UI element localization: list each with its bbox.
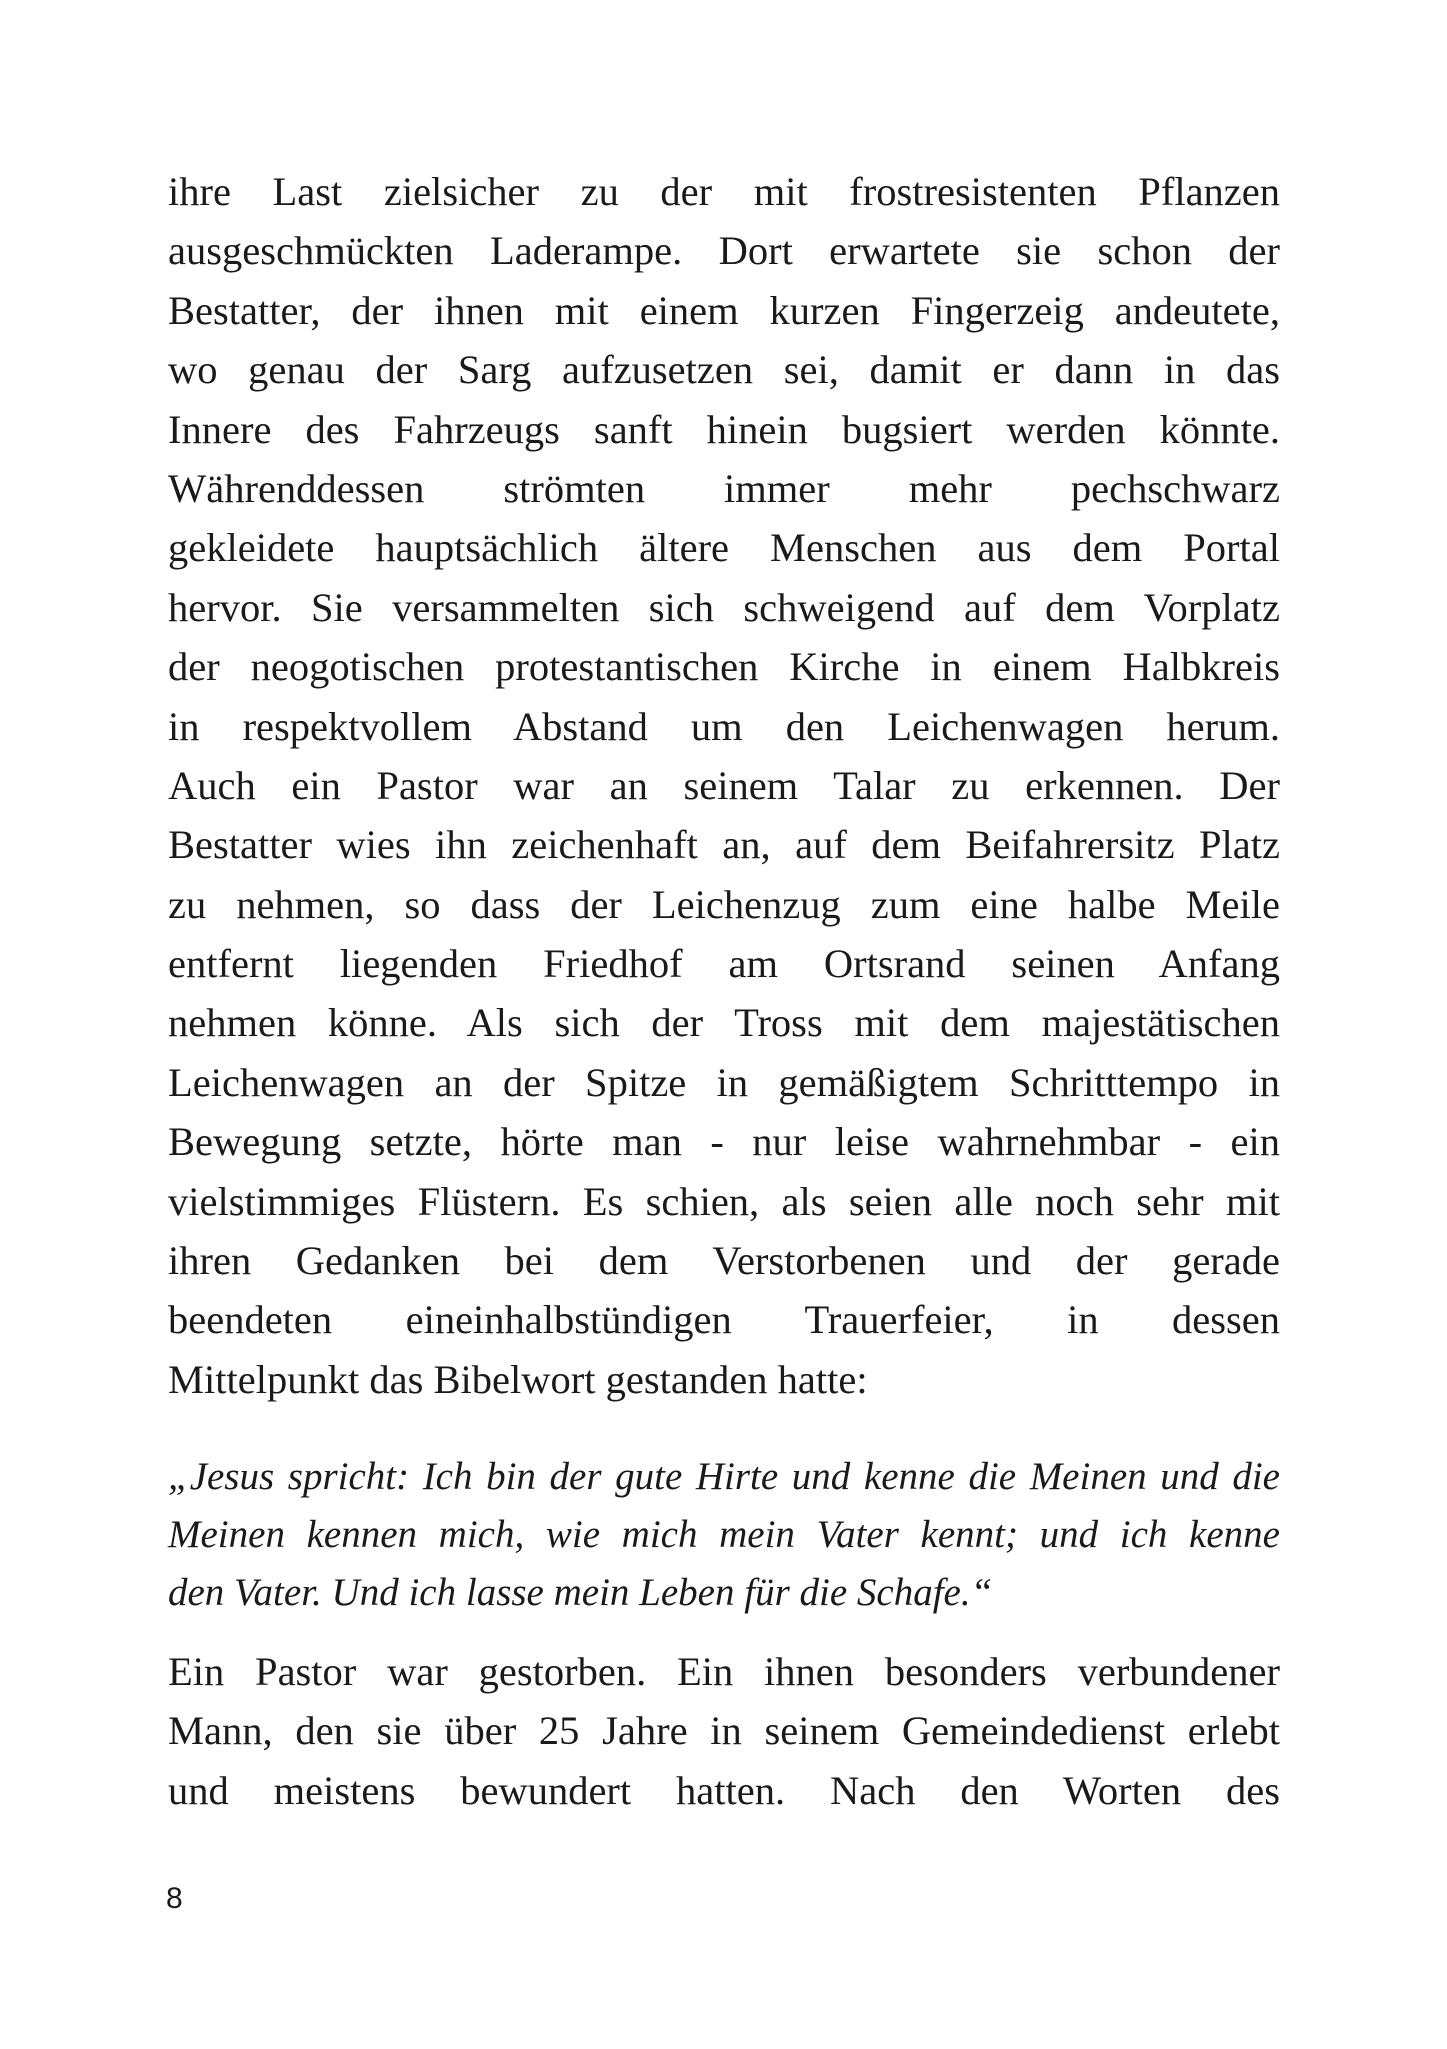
text-line: ihre Last zielsicher zu der mit frostresistenten Pflanzen xyxy=(168,169,1280,214)
text-line: Bestatter wies ihn zeichenhaft an, auf dem Beifahrersitz Platz xyxy=(168,822,1280,868)
text-line: Mann, den sie über 25 Jahre in seinem Gemeindedienst erlebt xyxy=(168,1708,1280,1754)
text-line: nehmen könne. Als sich der Tross mit dem majestätischen xyxy=(168,1000,1280,1046)
text-line: Bestatter, der ihnen mit einem kurzen Fingerzeig andeutete, xyxy=(168,287,1280,333)
text-line: zu nehmen, so dass der Leichenzug zum eine halbe Meile xyxy=(168,881,1280,927)
text-line: der neogotischen protestantischen Kirche in einem Halbkreis xyxy=(168,644,1280,690)
text-line: Leichenwagen an der Spitze in gemäßigtem Schritttempo in xyxy=(168,1059,1280,1105)
page-number: 8 xyxy=(166,1882,183,1915)
text-line: beendeten eineinhalbstündigen Trauerfeier, in dessen xyxy=(168,1297,1280,1343)
text-line: und meistens bewundert hatten. Nach den Worten des xyxy=(168,1767,1280,1813)
body-paragraph-1 xyxy=(168,162,1280,1409)
text-line: ihren Gedanken bei dem Verstorbenen und der gerade xyxy=(168,1238,1280,1284)
text-line: Ein Pastor war gestorben. Ein ihnen besonders verbundener xyxy=(168,1649,1280,1694)
text-line: vielstimmiges Flüstern. Es schien, als seien alle noch sehr mit xyxy=(168,1178,1280,1224)
text-line: Mittelpunkt das Bibelwort gestanden hatte: xyxy=(168,1356,868,1402)
text-line: in respektvollem Abstand um den Leichenwagen herum. xyxy=(168,703,1280,749)
text-line: ausgeschmückten Laderampe. Dort erwartete sie schon der xyxy=(168,228,1280,274)
quote-line: Meinen kennen mich, wie mich mein Vater kennt; und ich kenne xyxy=(168,1513,1280,1556)
text-line: Innere des Fahrzeugs sanft hinein bugsiert werden könnte. xyxy=(168,406,1280,452)
text-line: Bewegung setzte, hörte man - nur leise wahrnehmbar - ein xyxy=(168,1119,1280,1165)
quote-line: „Jesus spricht: Ich bin der gute Hirte und kenne die Meinen und die xyxy=(168,1455,1280,1498)
text-line: Währenddessen strömten immer mehr pechschwarz xyxy=(168,465,1280,511)
bible-quote xyxy=(168,1448,1280,1622)
text-line: entfernt liegenden Friedhof am Ortsrand seinen Anfang xyxy=(168,941,1280,987)
body-paragraph-2 xyxy=(168,1642,1280,1820)
text-line: hervor. Sie versammelten sich schweigend auf dem Vorplatz xyxy=(168,584,1280,630)
text-line: gekleidete hauptsächlich ältere Menschen aus dem Portal xyxy=(168,525,1280,571)
text-line: Auch ein Pastor war an seinem Talar zu erkennen. Der xyxy=(168,762,1280,808)
quote-line: den Vater. Und ich lasse mein Leben für die Schafe.“ xyxy=(168,1571,993,1614)
text-line: wo genau der Sarg aufzusetzen sei, damit er dann in das xyxy=(168,347,1280,393)
